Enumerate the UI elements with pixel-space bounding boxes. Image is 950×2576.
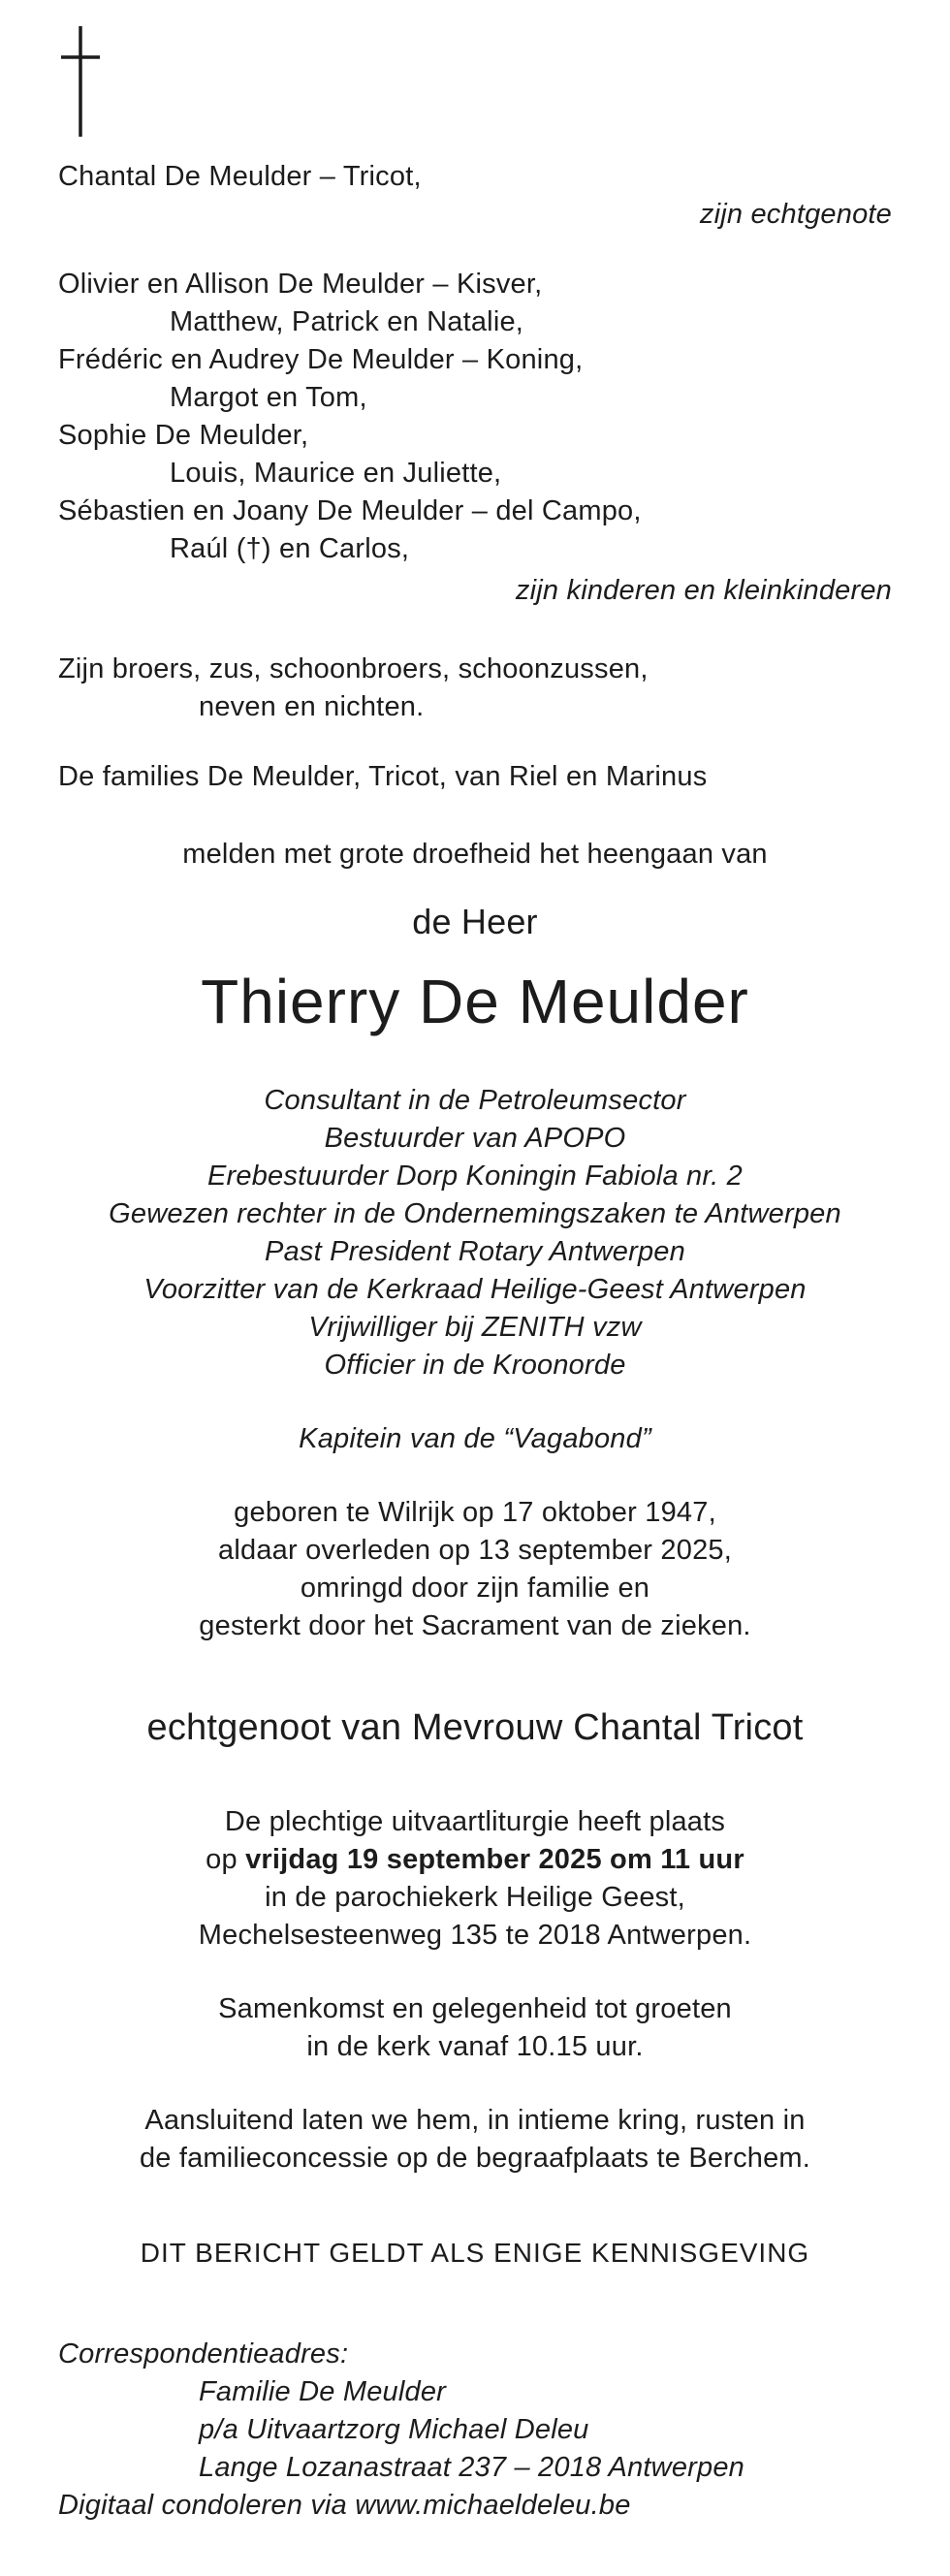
family-member-line: Louis, Maurice en Juliette, — [170, 458, 502, 489]
title-line: Gewezen rechter in de Ondernemingszaken te Antwerpen — [109, 1198, 841, 1229]
announcement-intro: melden met grote droefheid het heengaan van — [182, 839, 768, 870]
burial-line: Aansluitend laten we hem, in intieme kring, rusten in — [144, 2105, 806, 2136]
correspondence-heading: Correspondentieadres: — [58, 2338, 349, 2369]
relatives-section — [58, 651, 892, 726]
correspondence-line: p/a Uitvaartzorg Michael Deleu — [199, 2414, 589, 2445]
life-detail-line: gesterkt door het Sacrament van de zieken. — [199, 1610, 751, 1641]
correspondence-line: Lange Lozanastraat 237 – 2018 Antwerpen — [199, 2452, 744, 2483]
deceased-name: Thierry De Meulder — [201, 967, 749, 1036]
title-line: Vrijwilliger bij ZENITH vzw — [308, 1312, 642, 1343]
service-date-line — [58, 1841, 892, 1879]
spouse-of-line: echtgenoot van Mevrouw Chantal Tricot — [146, 1707, 804, 1748]
children-section — [58, 266, 892, 610]
life-detail-line: aldaar overleden op 13 september 2025, — [218, 1535, 732, 1566]
sole-notice-line: DIT BERICHT GELDT ALS ENIGE KENNISGEVING — [140, 2238, 810, 2268]
captain-line: Kapitein van de “Vagabond” — [299, 1423, 651, 1454]
service-date-bold: vrijdag 19 september 2025 om 11 uur — [245, 1844, 744, 1875]
title-line: Past President Rotary Antwerpen — [265, 1236, 685, 1267]
title-line: Bestuurder van APOPO — [324, 1123, 626, 1154]
correspondence-line: Familie De Meulder — [199, 2376, 447, 2407]
spouse-role-label: zijn echtgenote — [699, 199, 892, 230]
service-date-prefix: op — [206, 1844, 246, 1875]
gathering-line: Samenkomst en gelegenheid tot groeten — [218, 1993, 732, 2024]
family-member-line: Sophie De Meulder, — [58, 420, 309, 451]
service-section — [58, 1803, 892, 1955]
family-member-line: Olivier en Allison De Meulder – Kisver, — [58, 269, 543, 300]
families-line: De families De Meulder, Tricot, van Riel en Marinus — [58, 761, 708, 792]
gathering-section — [58, 1990, 892, 2066]
title-line: Erebestuurder Dorp Koningin Fabiola nr. 2 — [207, 1161, 743, 1192]
spouse-section — [58, 158, 892, 234]
family-member-line: Matthew, Patrick en Natalie, — [170, 306, 524, 337]
title-line: Voorzitter van de Kerkraad Heilige-Geest Antwerpen — [143, 1274, 807, 1305]
titles-section — [58, 1082, 892, 1384]
family-member-line: Sébastien en Joany De Meulder – del Campo, — [58, 495, 642, 526]
burial-line: de familieconcessie op de begraafplaats te Berchem. — [139, 2143, 811, 2174]
gathering-line: in de kerk vanaf 10.15 uur. — [306, 2031, 644, 2062]
service-line: in de parochiekerk Heilige Geest, — [265, 1882, 685, 1913]
digital-condolence-line: Digitaal condoleren via www.michaeldeleu.be — [58, 2490, 631, 2521]
service-line: Mechelsesteenweg 135 te 2018 Antwerpen. — [198, 1920, 752, 1951]
family-member-line: Raúl (†) en Carlos, — [170, 533, 410, 564]
family-member-line: Frédéric en Audrey De Meulder – Koning, — [58, 344, 584, 375]
service-line: De plechtige uitvaartliturgie heeft plaats — [224, 1806, 726, 1837]
cross-icon — [58, 24, 892, 141]
correspondence-section — [58, 2336, 892, 2525]
spouse-name-line: Chantal De Meulder – Tricot, — [58, 161, 422, 192]
honorific: de Heer — [412, 902, 538, 941]
life-section — [58, 1494, 892, 1645]
burial-section — [58, 2102, 892, 2178]
relatives-line: Zijn broers, zus, schoonbroers, schoonzussen, — [58, 653, 649, 684]
family-member-line: Margot en Tom, — [170, 382, 367, 413]
life-detail-line: geboren te Wilrijk op 17 oktober 1947, — [234, 1497, 716, 1528]
title-line: Officier in de Kroonorde — [324, 1350, 626, 1381]
title-line: Consultant in de Petroleumsector — [264, 1085, 686, 1116]
children-role-label: zijn kinderen en kleinkinderen — [515, 575, 892, 606]
relatives-line-2: neven en nichten. — [199, 691, 425, 722]
life-detail-line: omringd door zijn familie en — [300, 1573, 650, 1604]
